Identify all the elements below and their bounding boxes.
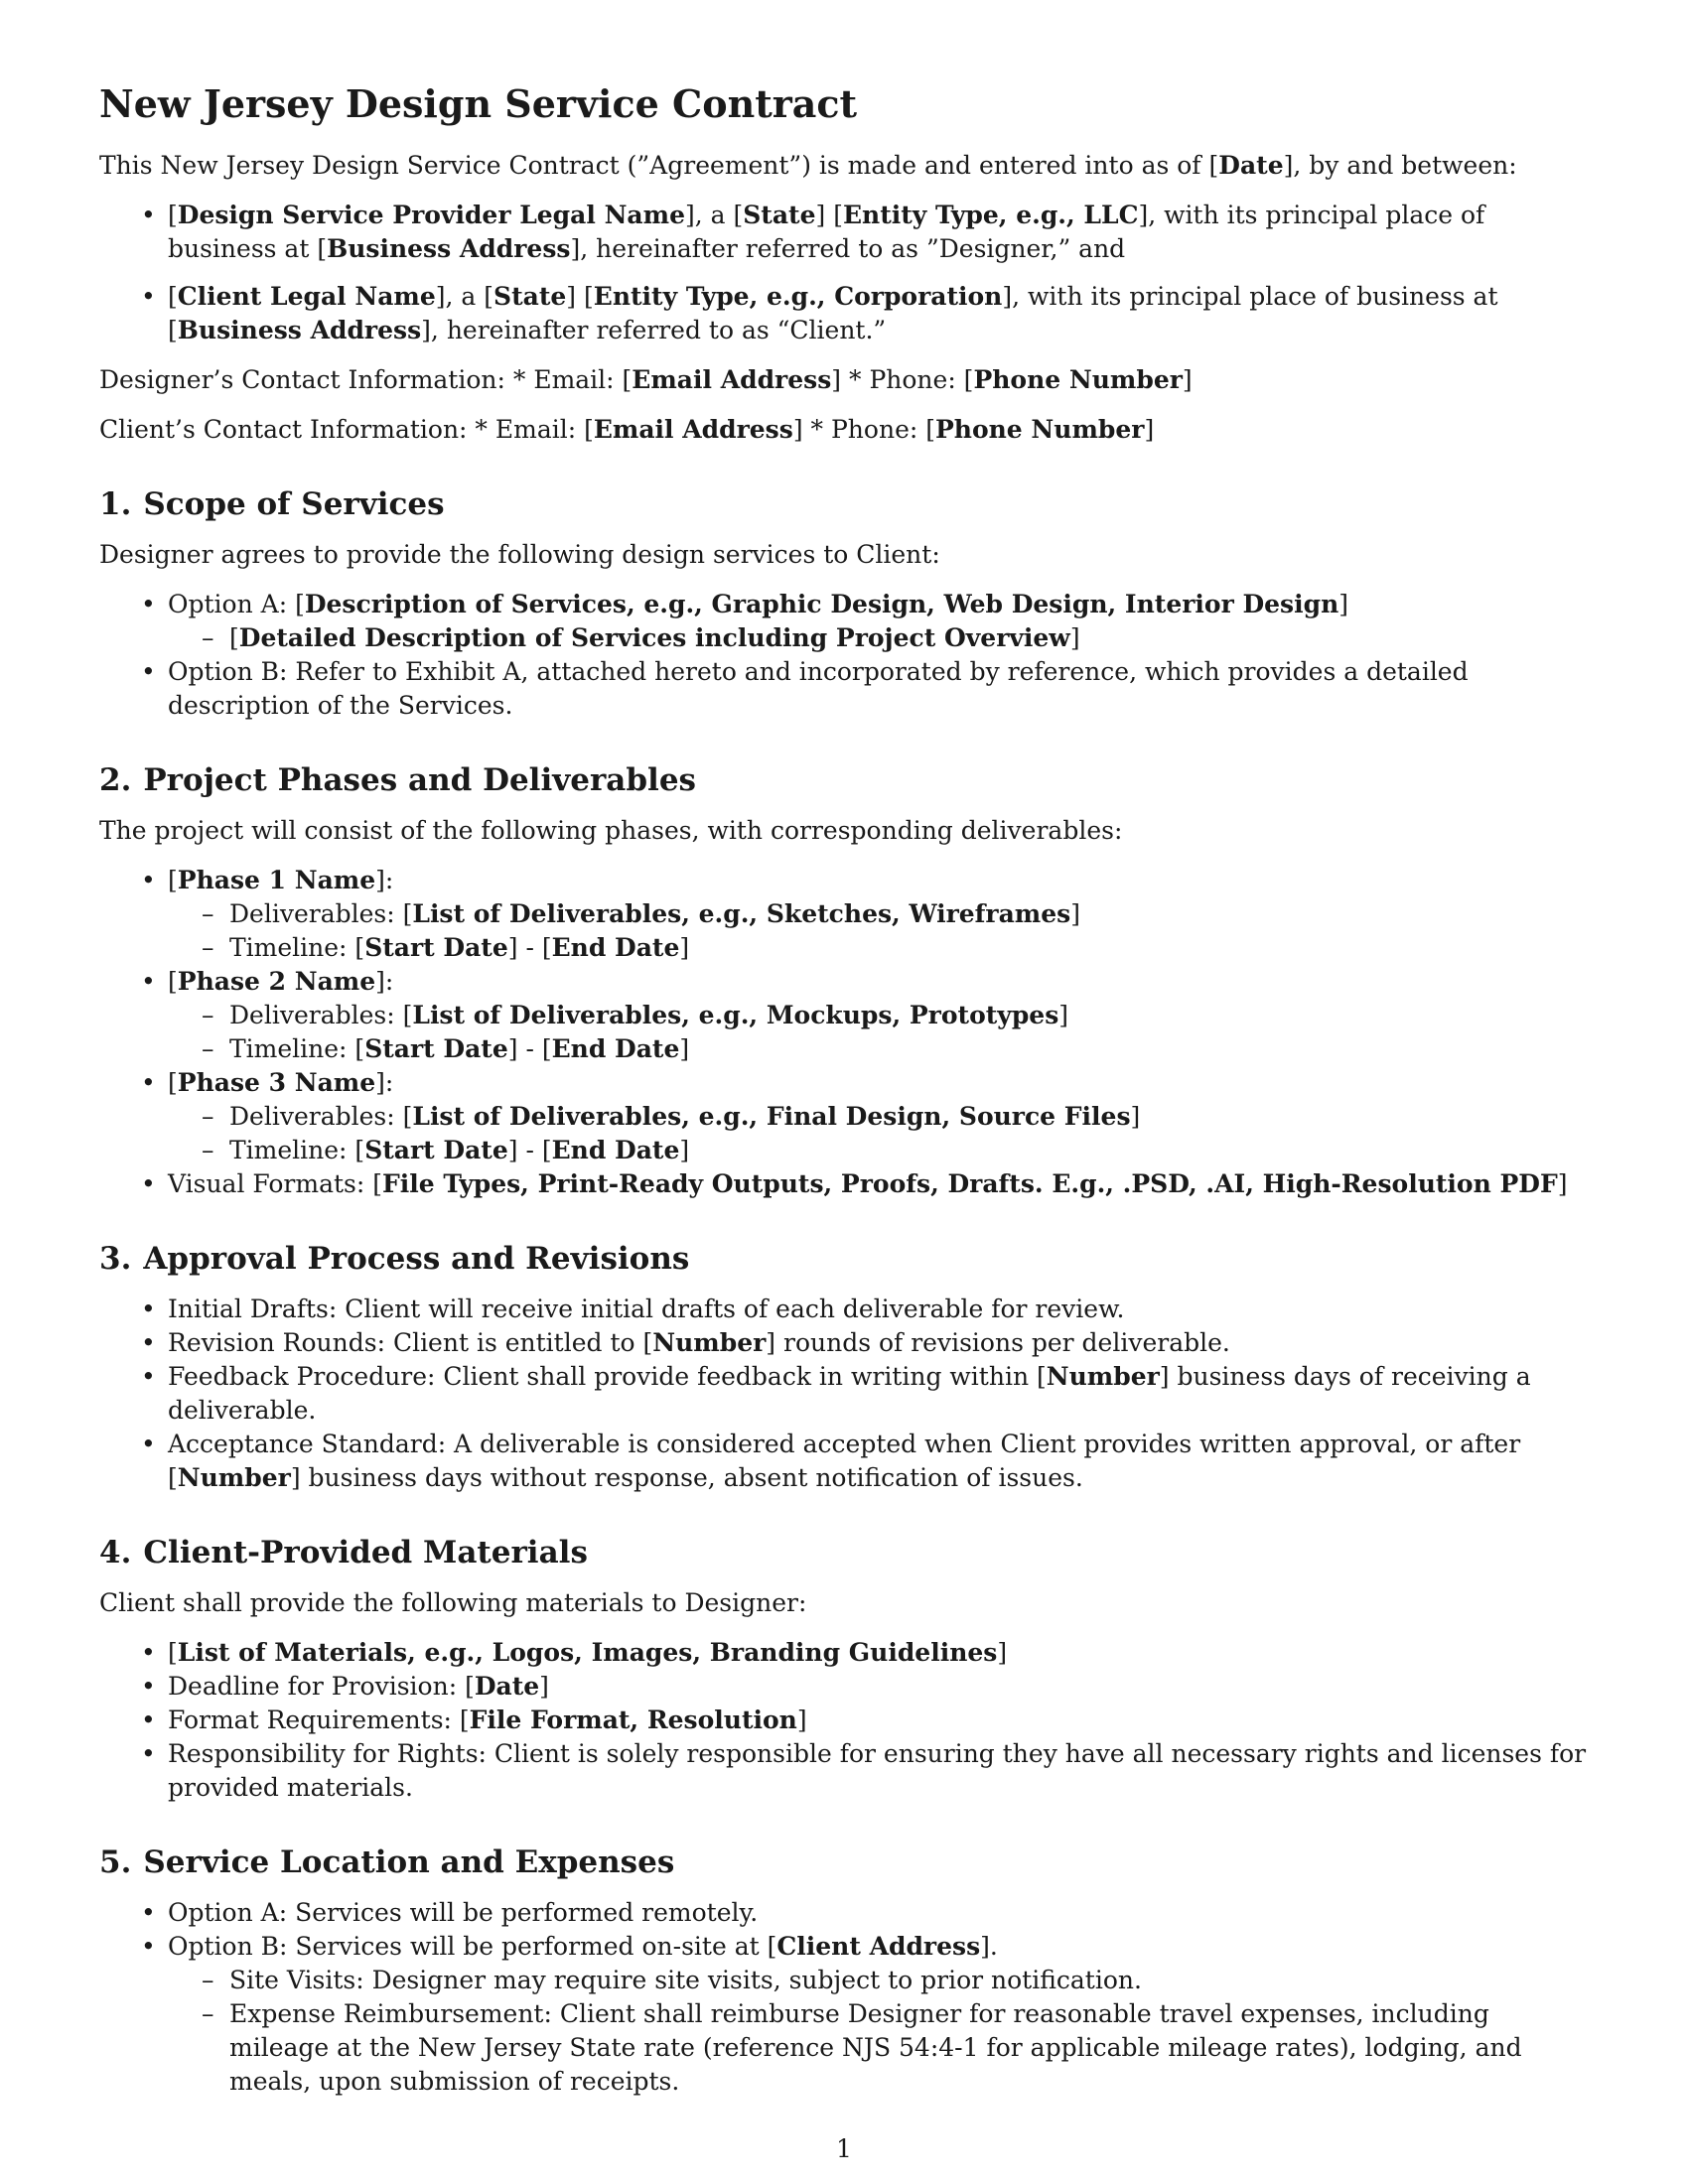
designer-contact-info: Designer’s Contact Information: * Email: [Email Address] * Phone: [Phone Number]: [99, 365, 1193, 394]
site-visits-item: – Site Visits: Designer may require site visits, subject to prior notification.: [168, 1964, 1594, 1997]
scope-option-a: • Option A: [Description of Services, e.g., Graphic Design, Web Design, Interior Design] – [Detailed Description of Services including Project Overview]: [99, 588, 1594, 655]
section-4-list: [99, 1636, 1594, 1805]
section-1-intro: Designer agrees to provide the following design services to Client:: [99, 540, 940, 569]
parties-list: [99, 199, 1594, 347]
page-number: 1: [836, 2134, 852, 2163]
phase-2-deliverables: – Deliverables: [List of Deliverables, e.g., Mockups, Prototypes]: [168, 999, 1594, 1032]
intro-text: This New Jersey Design Service Contract (”Agreement”) is made and entered into as of [: [99, 151, 1219, 180]
acceptance-standard-item: • Acceptance Standard: A deliverable is considered accepted when Client provides written approval, or after [Number] business days without response, absent notification of issues.: [99, 1428, 1594, 1495]
intro-paragraph: [99, 149, 1594, 183]
document-title: New Jersey Design Service Contract: [99, 81, 858, 126]
phase-3-timeline: – Timeline: [Start Date] - [End Date]: [168, 1134, 1594, 1167]
section-2-heading: 2. Project Phases and Deliverables: [99, 762, 697, 798]
party-client: • [Client Legal Name], a [State] [Entity Type, e.g., Corporation], with its principal place of business at [Business Address], hereinafter referred to as “Client.”: [99, 280, 1594, 347]
party-designer: • [Design Service Provider Legal Name], a [State] [Entity Type, e.g., LLC], with its principal place of business at [Business Address], hereinafter referred to as ”Designer,” and: [99, 199, 1594, 266]
scope-option-b: • Option B: Refer to Exhibit A, attached hereto and incorporated by reference, which provides a detailed description of the Services.: [99, 655, 1594, 723]
phase-2-timeline: – Timeline: [Start Date] - [End Date]: [168, 1032, 1594, 1066]
format-requirements-item: • Format Requirements: [File Format, Resolution]: [99, 1704, 1594, 1737]
section-1-list: [99, 588, 1594, 723]
section-2-list: [99, 864, 1594, 1201]
location-option-b: • Option B: Services will be performed on-site at [Client Address]. – Site Visits: Designer may require site visits, subject to prior notification. – Expense Reimbursement: Client shall reimburse Designer for reasonable travel expenses, including mileage at the New Jersey State rate (reference NJS 54:4-1 for applicable mileage rates), lodging, and meals, upon submission of receipts.: [99, 1930, 1594, 2099]
expense-reimbursement-item: – Expense Reimbursement: Client shall reimburse Designer for reasonable travel expenses, including mileage at the New Jersey State rate (reference NJS 54:4-1 for applicable mileage rates), lodging, and meals, upon submission of receipts.: [168, 1997, 1594, 2099]
initial-drafts-item: • Initial Drafts: Client will receive initial drafts of each deliverable for review.: [99, 1293, 1594, 1326]
phase-3-deliverables: – Deliverables: [List of Deliverables, e.g., Final Design, Source Files]: [168, 1100, 1594, 1134]
intro-text-end: ], by and between:: [1283, 151, 1517, 180]
scope-option-a-detail: – [Detailed Description of Services including Project Overview]: [168, 621, 1594, 655]
section-2-intro: The project will consist of the following phases, with corresponding deliverables:: [99, 816, 1123, 845]
deadline-item: • Deadline for Provision: [Date]: [99, 1670, 1594, 1704]
phase-2-item: • [Phase 2 Name]: – Deliverables: [List of Deliverables, e.g., Mockups, Prototypes] – Timeline: [Start Date] - [End Date]: [99, 965, 1594, 1066]
visual-formats-item: • Visual Formats: [File Types, Print-Ready Outputs, Proofs, Drafts. E.g., .PSD, .AI, High-Resolution PDF]: [99, 1167, 1594, 1201]
section-5-list: [99, 1896, 1594, 2099]
feedback-procedure-item: • Feedback Procedure: Client shall provide feedback in writing within [Number] business days of receiving a deliverable.: [99, 1360, 1594, 1428]
intro-date-placeholder: Date: [1218, 151, 1284, 180]
phase-1-item: • [Phase 1 Name]: – Deliverables: [List of Deliverables, e.g., Sketches, Wireframes] – Timeline: [Start Date] - [End Date]: [99, 864, 1594, 965]
section-3-heading: 3. Approval Process and Revisions: [99, 1241, 690, 1277]
phase-1-timeline: – Timeline: [Start Date] - [End Date]: [168, 931, 1594, 965]
location-option-a: • Option A: Services will be performed remotely.: [99, 1896, 1594, 1930]
section-5-heading: 5. Service Location and Expenses: [99, 1844, 675, 1880]
document-page: [99, 81, 1594, 2115]
section-4-intro: Client shall provide the following materials to Designer:: [99, 1588, 807, 1617]
client-contact-info: Client’s Contact Information: * Email: [Email Address] * Phone: [Phone Number]: [99, 415, 1155, 444]
phase-3-item: • [Phase 3 Name]: – Deliverables: [List of Deliverables, e.g., Final Design, Source Files] – Timeline: [Start Date] - [End Date]: [99, 1066, 1594, 1167]
section-3-list: [99, 1293, 1594, 1495]
section-1-heading: 1. Scope of Services: [99, 486, 445, 522]
section-4-heading: 4. Client-Provided Materials: [99, 1535, 588, 1570]
rights-responsibility-item: • Responsibility for Rights: Client is solely responsible for ensuring they have all necessary rights and licenses for provided materials.: [99, 1737, 1594, 1805]
materials-list-item: • [List of Materials, e.g., Logos, Images, Branding Guidelines]: [99, 1636, 1594, 1670]
revision-rounds-item: • Revision Rounds: Client is entitled to [Number] rounds of revisions per deliverable.: [99, 1326, 1594, 1360]
phase-1-deliverables: – Deliverables: [List of Deliverables, e.g., Sketches, Wireframes]: [168, 897, 1594, 931]
